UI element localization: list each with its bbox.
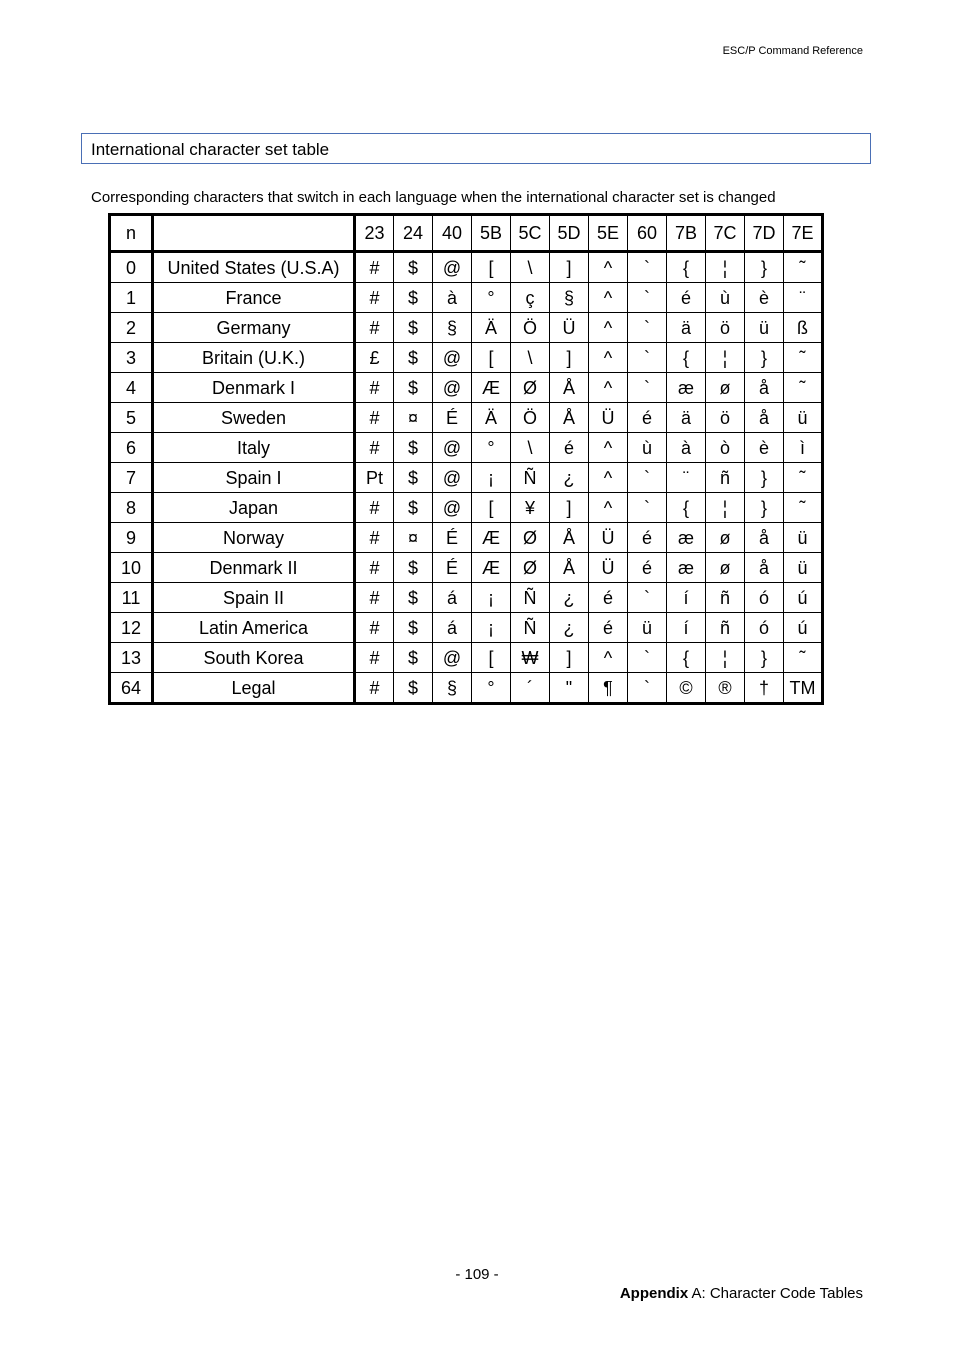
char-cell: ]: [550, 643, 589, 673]
row-country: Legal: [153, 673, 355, 704]
char-cell: [: [472, 343, 511, 373]
char-cell: ù: [628, 433, 667, 463]
char-cell: #: [355, 403, 394, 433]
char-cell: ú: [784, 613, 823, 643]
char-cell: Ä: [472, 313, 511, 343]
char-cell: $: [394, 673, 433, 704]
char-cell: #: [355, 643, 394, 673]
char-cell: æ: [667, 523, 706, 553]
char-cell: #: [355, 433, 394, 463]
char-cell: #: [355, 613, 394, 643]
char-cell: ì: [784, 433, 823, 463]
row-n: 4: [110, 373, 153, 403]
char-cell: {: [667, 343, 706, 373]
char-cell: #: [355, 673, 394, 704]
char-cell: å: [745, 373, 784, 403]
char-cell: ^: [589, 343, 628, 373]
char-cell: Ü: [589, 553, 628, 583]
row-country: Germany: [153, 313, 355, 343]
char-cell: ß: [784, 313, 823, 343]
char-cell: ¦: [706, 643, 745, 673]
char-cell: ₩: [511, 643, 550, 673]
char-cell: $: [394, 463, 433, 493]
char-cell: ó: [745, 583, 784, 613]
char-cell: ø: [706, 553, 745, 583]
row-country: Sweden: [153, 403, 355, 433]
char-cell: #: [355, 493, 394, 523]
char-cell: í: [667, 613, 706, 643]
table-row: [110, 343, 823, 373]
header-code-5d: 5D: [550, 215, 589, 252]
char-cell: }: [745, 343, 784, 373]
row-n: 12: [110, 613, 153, 643]
char-cell: å: [745, 523, 784, 553]
char-cell: `: [628, 493, 667, 523]
header-code-60: 60: [628, 215, 667, 252]
char-cell: É: [433, 523, 472, 553]
table-row: [110, 643, 823, 673]
footer-appendix-label: Appendix: [619, 1285, 689, 1302]
char-cell: ¿: [550, 583, 589, 613]
char-cell: é: [667, 283, 706, 313]
char-cell: @: [433, 493, 472, 523]
row-n: 7: [110, 463, 153, 493]
char-cell: Å: [550, 553, 589, 583]
char-cell: #: [355, 523, 394, 553]
char-cell: ]: [550, 343, 589, 373]
char-cell: Æ: [472, 553, 511, 583]
char-cell: ä: [667, 403, 706, 433]
char-cell: ˜: [784, 373, 823, 403]
char-cell: `: [628, 643, 667, 673]
char-cell: TM: [784, 673, 823, 704]
char-cell: à: [667, 433, 706, 463]
table-row: [110, 313, 823, 343]
char-cell: é: [628, 523, 667, 553]
char-cell: #: [355, 553, 394, 583]
char-cell: ¤: [394, 403, 433, 433]
table-row: [110, 463, 823, 493]
char-cell: ü: [784, 523, 823, 553]
char-cell: {: [667, 643, 706, 673]
char-cell: ö: [706, 313, 745, 343]
char-cell: é: [628, 553, 667, 583]
char-cell: é: [589, 583, 628, 613]
char-cell: [: [472, 252, 511, 283]
footer-appendix-title: A: Character Code Tables: [688, 1285, 863, 1302]
char-cell: `: [628, 283, 667, 313]
char-cell: ^: [589, 373, 628, 403]
char-cell: @: [433, 343, 472, 373]
char-cell: ^: [589, 643, 628, 673]
char-cell: å: [745, 553, 784, 583]
char-cell: ¦: [706, 493, 745, 523]
row-country: Norway: [153, 523, 355, 553]
char-cell: \: [511, 252, 550, 283]
row-country: Latin America: [153, 613, 355, 643]
char-cell: ñ: [706, 613, 745, 643]
char-cell: °: [472, 283, 511, 313]
char-cell: §: [433, 313, 472, 343]
row-country: United States (U.S.A): [153, 252, 355, 283]
char-cell: é: [550, 433, 589, 463]
char-cell: \: [511, 343, 550, 373]
table-row: [110, 493, 823, 523]
char-cell: #: [355, 283, 394, 313]
char-cell: @: [433, 643, 472, 673]
char-cell: Ø: [511, 523, 550, 553]
char-cell: `: [628, 252, 667, 283]
char-cell: ®: [706, 673, 745, 704]
char-cell: °: [472, 433, 511, 463]
char-cell: $: [394, 433, 433, 463]
char-cell: ]: [550, 252, 589, 283]
row-n: 64: [110, 673, 153, 704]
row-country: Spain II: [153, 583, 355, 613]
char-cell: ¥: [511, 493, 550, 523]
header-code-40: 40: [433, 215, 472, 252]
row-n: 11: [110, 583, 153, 613]
char-cell: °: [472, 673, 511, 704]
char-cell: Ü: [550, 313, 589, 343]
header-country: [153, 215, 355, 252]
char-cell: ˜: [784, 643, 823, 673]
row-n: 9: [110, 523, 153, 553]
char-cell: ¦: [706, 252, 745, 283]
char-cell: `: [628, 673, 667, 704]
header-code-5e: 5E: [589, 215, 628, 252]
char-cell: #: [355, 373, 394, 403]
char-cell: Å: [550, 373, 589, 403]
char-cell: ú: [784, 583, 823, 613]
char-cell: ä: [667, 313, 706, 343]
char-cell: $: [394, 553, 433, 583]
char-cell: ˜: [784, 252, 823, 283]
row-n: 3: [110, 343, 153, 373]
char-cell: é: [589, 613, 628, 643]
char-cell: $: [394, 643, 433, 673]
row-n: 0: [110, 252, 153, 283]
char-cell: å: [745, 403, 784, 433]
char-cell: ñ: [706, 463, 745, 493]
char-cell: Ä: [472, 403, 511, 433]
char-cell: ¡: [472, 613, 511, 643]
char-cell: §: [433, 673, 472, 704]
header-code-7d: 7D: [745, 215, 784, 252]
char-cell: í: [667, 583, 706, 613]
char-cell: ¦: [706, 343, 745, 373]
char-cell: ø: [706, 373, 745, 403]
char-cell: ¨: [784, 283, 823, 313]
char-cell: `: [628, 373, 667, 403]
char-cell: ¨: [667, 463, 706, 493]
char-cell: ü: [628, 613, 667, 643]
row-country: France: [153, 283, 355, 313]
char-cell: ˜: [784, 343, 823, 373]
row-n: 5: [110, 403, 153, 433]
running-header: ESC/P Command Reference: [722, 45, 863, 57]
row-country: Britain (U.K.): [153, 343, 355, 373]
char-cell: $: [394, 283, 433, 313]
char-cell: §: [550, 283, 589, 313]
header-code-24: 24: [394, 215, 433, 252]
char-cell: ¡: [472, 583, 511, 613]
char-cell: Æ: [472, 373, 511, 403]
row-country: Italy: [153, 433, 355, 463]
char-cell: $: [394, 493, 433, 523]
page-number: - 109 -: [455, 1266, 499, 1283]
char-cell: #: [355, 583, 394, 613]
char-cell: #: [355, 252, 394, 283]
table-row: [110, 523, 823, 553]
table-row: [110, 403, 823, 433]
header-code-7b: 7B: [667, 215, 706, 252]
char-cell: @: [433, 463, 472, 493]
char-cell: ñ: [706, 583, 745, 613]
char-cell: Ü: [589, 403, 628, 433]
char-cell: Ü: [589, 523, 628, 553]
char-cell: Ø: [511, 553, 550, 583]
char-cell: @: [433, 373, 472, 403]
row-country: Denmark I: [153, 373, 355, 403]
char-cell: à: [433, 283, 472, 313]
header-code-5b: 5B: [472, 215, 511, 252]
char-cell: `: [628, 343, 667, 373]
char-cell: Ñ: [511, 583, 550, 613]
char-cell: ˜: [784, 493, 823, 523]
char-cell: á: [433, 583, 472, 613]
char-cell: Ñ: [511, 613, 550, 643]
char-cell: ¡: [472, 463, 511, 493]
char-cell: $: [394, 373, 433, 403]
char-cell: æ: [667, 553, 706, 583]
header-n: n: [110, 215, 153, 252]
table-row: [110, 373, 823, 403]
char-cell: Ö: [511, 403, 550, 433]
char-cell: ©: [667, 673, 706, 704]
char-cell: ü: [784, 553, 823, 583]
char-cell: ^: [589, 283, 628, 313]
table-row: [110, 252, 823, 283]
char-cell: [: [472, 643, 511, 673]
char-cell: ó: [745, 613, 784, 643]
char-cell: ^: [589, 252, 628, 283]
section-title-box: [81, 133, 871, 164]
header-code-5c: 5C: [511, 215, 550, 252]
char-cell: æ: [667, 373, 706, 403]
char-cell: }: [745, 463, 784, 493]
header-code-7e: 7E: [784, 215, 823, 252]
char-cell: ^: [589, 313, 628, 343]
char-cell: á: [433, 613, 472, 643]
table-caption: Corresponding characters that switch in each language when the international character set is changed: [91, 189, 776, 206]
char-cell: ¤: [394, 523, 433, 553]
table-row: [110, 583, 823, 613]
char-cell: £: [355, 343, 394, 373]
row-country: South Korea: [153, 643, 355, 673]
char-cell: }: [745, 493, 784, 523]
char-cell: ò: [706, 433, 745, 463]
char-cell: Ø: [511, 373, 550, 403]
header-code-23: 23: [355, 215, 394, 252]
row-country: Japan: [153, 493, 355, 523]
char-cell: É: [433, 403, 472, 433]
international-character-set-table: [108, 213, 824, 705]
row-n: 8: [110, 493, 153, 523]
char-cell: @: [433, 433, 472, 463]
char-cell: ç: [511, 283, 550, 313]
char-cell: $: [394, 313, 433, 343]
char-cell: [: [472, 493, 511, 523]
char-cell: Pt: [355, 463, 394, 493]
char-cell: $: [394, 613, 433, 643]
char-cell: $: [394, 343, 433, 373]
char-cell: è: [745, 283, 784, 313]
char-cell: †: [745, 673, 784, 704]
char-cell: @: [433, 252, 472, 283]
row-n: 13: [110, 643, 153, 673]
row-n: 6: [110, 433, 153, 463]
char-cell: {: [667, 252, 706, 283]
char-cell: $: [394, 252, 433, 283]
char-cell: ": [550, 673, 589, 704]
table-row: [110, 613, 823, 643]
table-row: [110, 553, 823, 583]
char-cell: {: [667, 493, 706, 523]
char-cell: `: [628, 583, 667, 613]
char-cell: $: [394, 583, 433, 613]
char-cell: ü: [745, 313, 784, 343]
table-row: [110, 673, 823, 704]
char-cell: ´: [511, 673, 550, 704]
footer-section-title: [620, 1285, 863, 1303]
row-n: 10: [110, 553, 153, 583]
char-cell: Ö: [511, 313, 550, 343]
char-cell: ˜: [784, 463, 823, 493]
char-cell: ù: [706, 283, 745, 313]
char-cell: ö: [706, 403, 745, 433]
char-cell: ¿: [550, 613, 589, 643]
char-cell: ø: [706, 523, 745, 553]
table-row: [110, 433, 823, 463]
char-cell: }: [745, 643, 784, 673]
char-cell: ^: [589, 433, 628, 463]
table-header-row: [110, 215, 823, 252]
row-n: 2: [110, 313, 153, 343]
char-cell: ü: [784, 403, 823, 433]
row-n: 1: [110, 283, 153, 313]
section-title: International character set table: [91, 140, 330, 159]
char-cell: #: [355, 313, 394, 343]
char-cell: Ñ: [511, 463, 550, 493]
char-cell: Å: [550, 403, 589, 433]
char-cell: é: [628, 403, 667, 433]
char-cell: É: [433, 553, 472, 583]
row-country: Denmark II: [153, 553, 355, 583]
char-cell: ¿: [550, 463, 589, 493]
char-cell: }: [745, 252, 784, 283]
header-code-7c: 7C: [706, 215, 745, 252]
char-cell: ]: [550, 493, 589, 523]
char-cell: ¶: [589, 673, 628, 704]
char-cell: ^: [589, 463, 628, 493]
char-cell: è: [745, 433, 784, 463]
row-country: Spain I: [153, 463, 355, 493]
char-cell: Æ: [472, 523, 511, 553]
char-cell: Å: [550, 523, 589, 553]
char-cell: `: [628, 463, 667, 493]
char-cell: `: [628, 313, 667, 343]
char-cell: \: [511, 433, 550, 463]
table-row: [110, 283, 823, 313]
char-cell: ^: [589, 493, 628, 523]
